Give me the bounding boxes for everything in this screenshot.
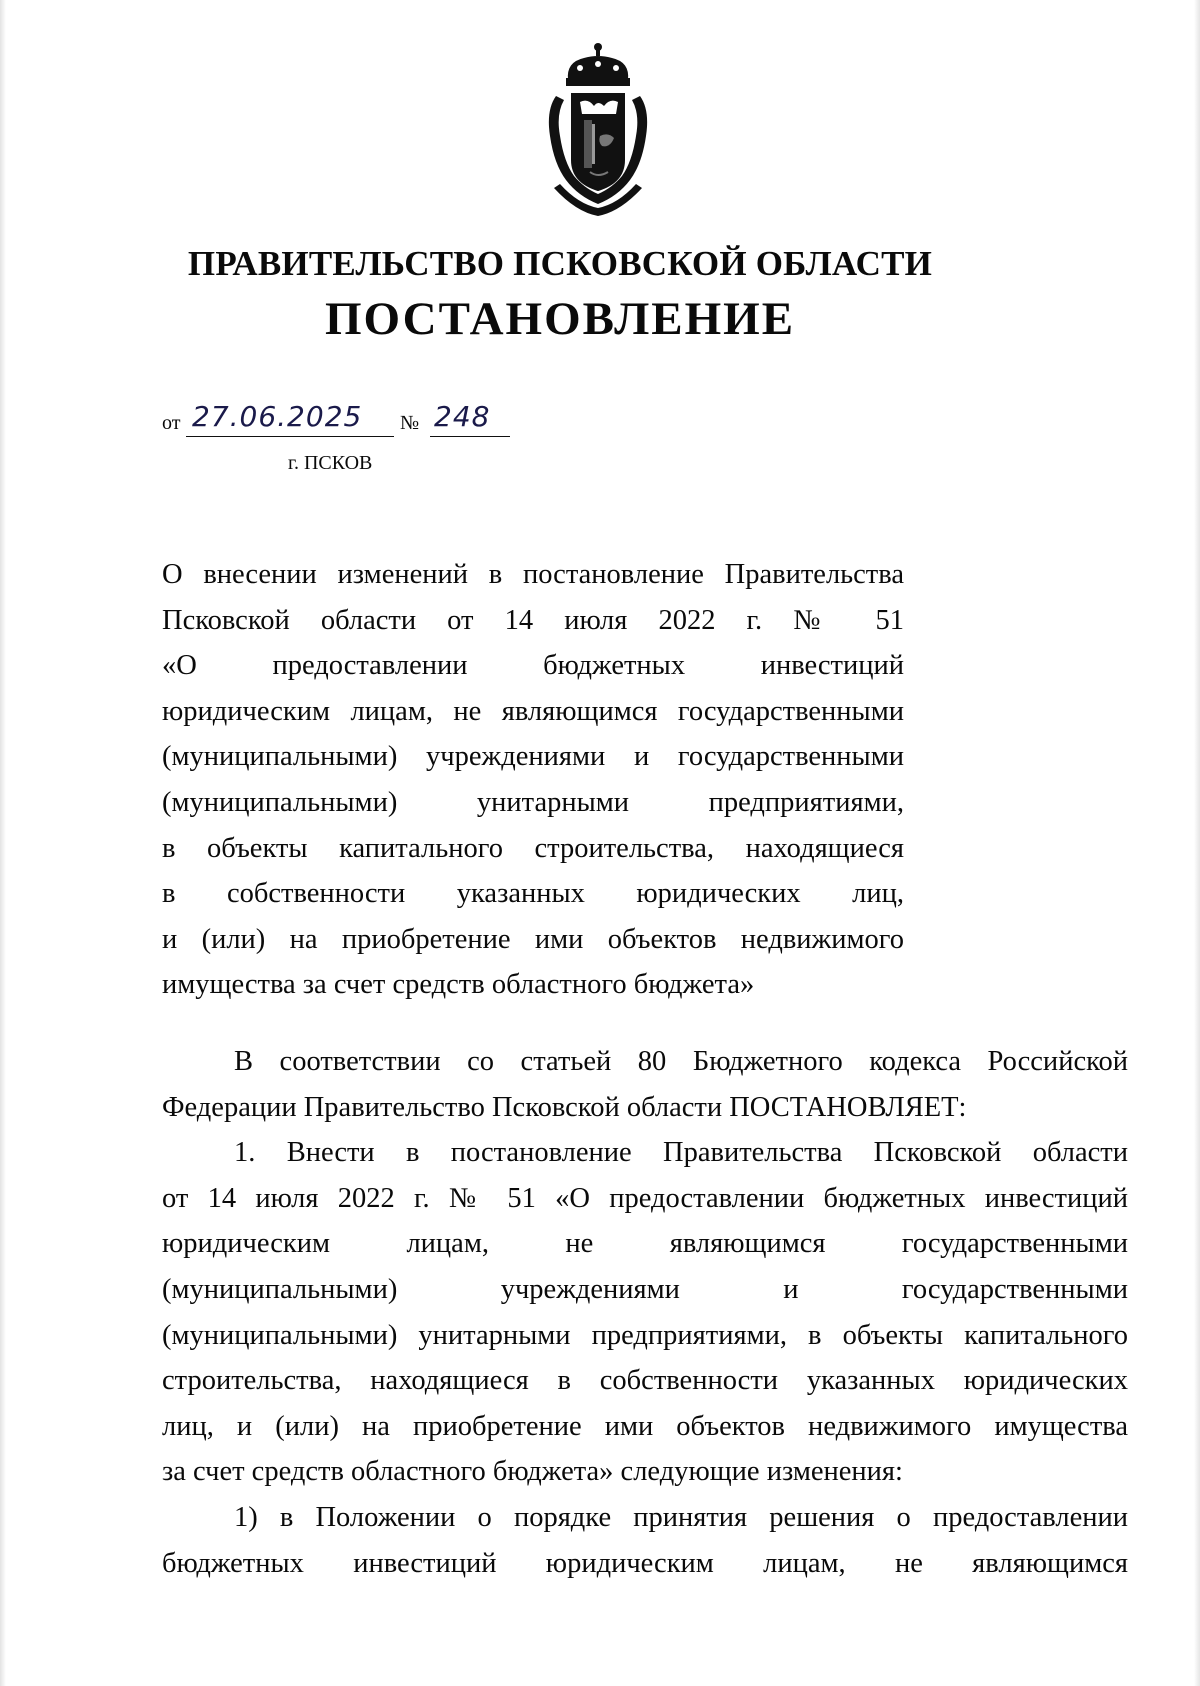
- subject-line: «О предоставлении бюджетных инвестиций: [162, 650, 904, 682]
- date-number-line: [162, 400, 522, 440]
- city-label: г. ПСКОВ: [288, 452, 373, 474]
- body-line: за счет средств областного бюджета» следующие изменения:: [162, 1456, 903, 1488]
- subject-line: и (или) на приобретение ими объектов недвижимого: [162, 923, 904, 955]
- scan-edge-right: [1194, 0, 1200, 1686]
- document-subject: [162, 552, 904, 1008]
- body-line: 1) в Положении о порядке принятия решения о предоставлении: [234, 1501, 1128, 1533]
- body-line: В соответствии со статьей 80 Бюджетного кодекса Российской: [234, 1046, 1128, 1077]
- body-line: строительства, находящиеся в собственности указанных юридических: [162, 1365, 1128, 1397]
- body-line: (муниципальными) унитарными предприятиями, в объекты капитального: [162, 1319, 1128, 1351]
- subject-line: Псковской области от 14 июля 2022 г. № 51: [162, 604, 904, 636]
- document-body: [162, 1039, 1128, 1586]
- subject-line: (муниципальными) учреждениями и государственными: [162, 741, 904, 773]
- number-label: №: [400, 412, 420, 434]
- date-underline: [186, 436, 394, 437]
- subject-line: юридическим лицам, не являющимся государственными: [162, 695, 904, 727]
- pskov-coat-of-arms-icon: [528, 40, 668, 220]
- subject-line: О внесении изменений в постановление Правительства: [162, 559, 904, 590]
- body-line: от 14 июля 2022 г. № 51 «О предоставлении бюджетных инвестиций: [162, 1182, 1128, 1214]
- body-line: Федерации Правительство Псковской области ПОСТАНОВЛЯЕТ:: [162, 1091, 967, 1123]
- body-line: 1. Внести в постановление Правительства Псковской области: [234, 1137, 1128, 1169]
- body-line: юридическим лицам, не являющимся государственными: [162, 1228, 1128, 1260]
- subject-line: в объекты капитального строительства, находящиеся: [162, 832, 904, 864]
- number-underline: [430, 436, 510, 437]
- body-line: бюджетных инвестиций юридическим лицам, не являющимся: [162, 1547, 1128, 1579]
- handwritten-date: 27.06.2025: [192, 400, 363, 433]
- handwritten-number: 248: [434, 400, 491, 433]
- date-label: от: [162, 412, 181, 434]
- body-line: (муниципальными) учреждениями и государственными: [162, 1273, 1128, 1305]
- body-line: лиц, и (или) на приобретение ими объектов недвижимого имущества: [162, 1410, 1128, 1442]
- subject-line: в собственности указанных юридических лиц,: [162, 878, 904, 910]
- subject-line: имущества за счет средств областного бюджета»: [162, 969, 755, 1001]
- org-title: ПРАВИТЕЛЬСТВО ПСКОВСКОЙ ОБЛАСТИ: [187, 244, 933, 283]
- subject-line: (муниципальными) унитарными предприятиями,: [162, 786, 904, 818]
- doc-type-title: ПОСТАНОВЛЕНИЕ: [324, 293, 796, 345]
